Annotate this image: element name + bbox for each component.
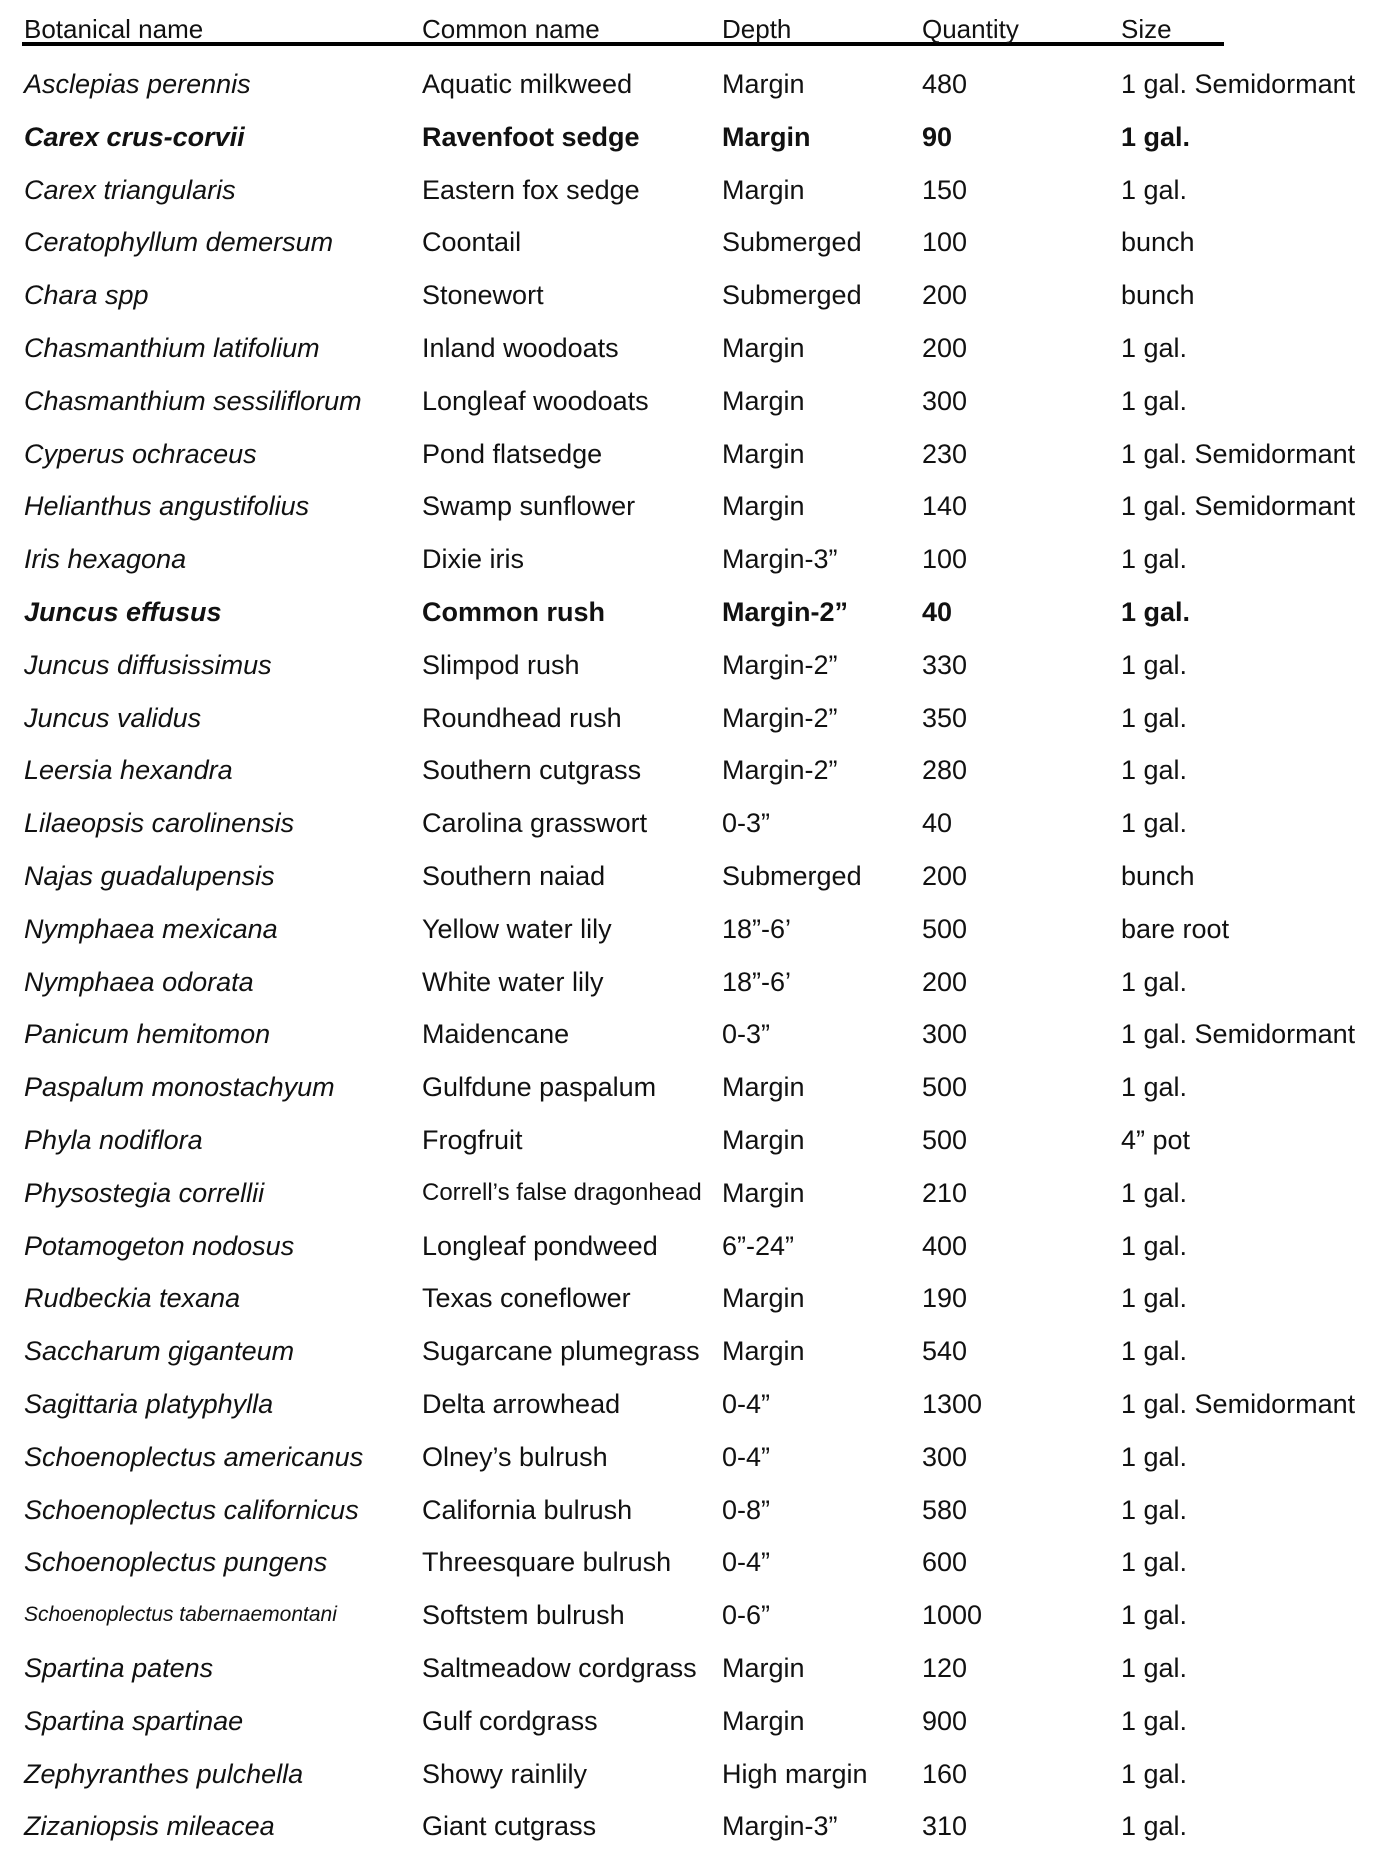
depth: Margin	[722, 1072, 805, 1103]
botanical-name: Sagittaria platyphylla	[24, 1388, 274, 1419]
quantity: 280	[922, 755, 968, 786]
common-name: Ravenfoot sedge	[422, 121, 640, 152]
size: 1 gal.	[1121, 1758, 1188, 1789]
header-depth: Depth	[722, 14, 792, 44]
quantity: 190	[922, 1283, 968, 1314]
botanical-name: Zephyranthes pulchella	[24, 1758, 304, 1789]
common-name: Showy rainlily	[422, 1758, 588, 1789]
quantity: 150	[922, 174, 968, 205]
table-row	[0, 219, 1396, 272]
size: 1 gal. Semidormant	[1121, 1019, 1356, 1050]
size: 1 gal.	[1121, 1283, 1188, 1314]
table-row	[0, 1698, 1396, 1751]
depth: Submerged	[722, 280, 862, 311]
size: 1 gal.	[1121, 121, 1191, 152]
quantity: 480	[922, 69, 968, 99]
common-name: Eastern fox sedge	[422, 174, 640, 205]
table-row	[0, 695, 1396, 748]
common-name: Slimpod rush	[422, 649, 580, 680]
size: bare root	[1121, 913, 1230, 944]
botanical-name: Nymphaea odorata	[24, 966, 254, 997]
depth: Margin-2”	[722, 596, 849, 627]
depth: 0-8”	[722, 1494, 771, 1525]
common-name: Delta arrowhead	[422, 1388, 621, 1419]
common-name: Longleaf woodoats	[422, 385, 649, 416]
quantity: 90	[922, 121, 953, 152]
table-row	[0, 1011, 1396, 1064]
quantity: 600	[922, 1547, 968, 1578]
quantity: 330	[922, 649, 968, 680]
botanical-name: Phyla nodiflora	[24, 1124, 203, 1155]
common-name: Saltmeadow cordgrass	[422, 1652, 697, 1683]
size: 1 gal.	[1121, 174, 1188, 205]
common-name: Olney’s bulrush	[422, 1441, 608, 1472]
quantity: 400	[922, 1230, 968, 1261]
botanical-name: Spartina spartinae	[24, 1705, 244, 1736]
common-name: Longleaf pondweed	[422, 1230, 658, 1261]
size: bunch	[1121, 280, 1195, 311]
size: 1 gal.	[1121, 1811, 1188, 1842]
size: 1 gal.	[1121, 649, 1188, 680]
quantity: 300	[922, 385, 968, 416]
depth: 0-6”	[722, 1600, 771, 1631]
depth: Margin	[722, 1124, 805, 1155]
depth: 0-4”	[722, 1388, 771, 1419]
quantity: 140	[922, 491, 968, 522]
botanical-name: Zizaniopsis mileacea	[24, 1811, 275, 1842]
table-row	[0, 800, 1396, 853]
common-name: Coontail	[422, 227, 522, 258]
common-name: Texas coneflower	[422, 1283, 631, 1314]
depth: Margin-2”	[722, 755, 838, 786]
common-name: Softstem bulrush	[422, 1600, 625, 1631]
header-quantity: Quantity	[922, 14, 1019, 44]
header-botanical-name: Botanical name	[24, 14, 204, 44]
common-name: Southern naiad	[422, 860, 606, 891]
size: 1 gal.	[1121, 1072, 1188, 1103]
common-name: Gulf cordgrass	[422, 1705, 598, 1736]
quantity: 100	[922, 544, 968, 575]
quantity: 100	[922, 227, 968, 258]
common-name: Sugarcane plumegrass	[422, 1336, 700, 1367]
table-row	[0, 1434, 1396, 1487]
depth: Margin-3”	[722, 1811, 838, 1842]
botanical-name: Cyperus ochraceus	[24, 438, 257, 469]
table-row	[0, 1223, 1396, 1276]
quantity: 540	[922, 1336, 968, 1367]
botanical-name: Schoenoplectus americanus	[24, 1441, 364, 1472]
size: 1 gal.	[1121, 332, 1188, 363]
quantity: 300	[922, 1441, 968, 1472]
depth: 0-4”	[722, 1441, 771, 1472]
header-size: Size	[1121, 14, 1172, 44]
depth: Margin	[722, 1283, 805, 1314]
table-row	[0, 272, 1396, 325]
common-name: Correll’s false dragonhead	[422, 1178, 702, 1206]
common-name: Common rush	[422, 596, 606, 627]
depth: Margin	[722, 121, 811, 152]
table-row	[0, 906, 1396, 959]
table-row	[0, 378, 1396, 431]
common-name: Southern cutgrass	[422, 755, 642, 786]
size: 1 gal.	[1121, 1177, 1188, 1208]
table-row	[0, 1117, 1396, 1170]
size: 1 gal.	[1121, 385, 1188, 416]
depth: Margin-3”	[722, 544, 838, 575]
botanical-name: Spartina patens	[24, 1652, 214, 1683]
common-name: Roundhead rush	[422, 702, 622, 733]
table-row	[0, 589, 1396, 642]
common-name: Dixie iris	[422, 544, 525, 575]
quantity: 210	[922, 1177, 968, 1208]
table-row	[0, 1381, 1396, 1434]
quantity: 1000	[922, 1600, 983, 1631]
quantity: 350	[922, 702, 968, 733]
size: 1 gal.	[1121, 808, 1188, 839]
table-row	[0, 114, 1396, 167]
botanical-name: Physostegia correllii	[24, 1177, 265, 1208]
depth: Margin	[722, 1652, 805, 1683]
quantity: 200	[922, 332, 968, 363]
depth: Submerged	[722, 860, 862, 891]
depth: Margin	[722, 174, 805, 205]
botanical-name: Paspalum monostachyum	[24, 1072, 335, 1103]
quantity: 40	[922, 596, 953, 627]
size: 1 gal.	[1121, 596, 1191, 627]
table-row	[0, 1803, 1396, 1856]
table-row	[0, 1751, 1396, 1804]
botanical-name: Najas guadalupensis	[24, 860, 275, 891]
table-row	[0, 642, 1396, 695]
botanical-name: Nymphaea mexicana	[24, 913, 278, 944]
common-name: Swamp sunflower	[422, 491, 636, 522]
botanical-name: Helianthus angustifolius	[24, 491, 310, 522]
botanical-name: Saccharum giganteum	[24, 1336, 295, 1367]
botanical-name: Carex triangularis	[24, 174, 236, 205]
botanical-name: Iris hexagona	[24, 544, 187, 575]
table-row	[0, 483, 1396, 536]
depth: 0-4”	[722, 1547, 771, 1578]
table-body	[0, 61, 1396, 1856]
quantity: 200	[922, 966, 968, 997]
size: 1 gal.	[1121, 1441, 1188, 1472]
table-row	[0, 959, 1396, 1012]
table-row	[0, 325, 1396, 378]
common-name: Carolina grasswort	[422, 808, 648, 839]
botanical-name: Juncus validus	[24, 702, 202, 733]
common-name: Stonewort	[422, 280, 544, 311]
quantity: 310	[922, 1811, 968, 1842]
depth: Margin	[722, 385, 805, 416]
common-name: Threesquare bulrush	[422, 1547, 672, 1578]
table-row	[0, 61, 1396, 114]
depth: 0-3”	[722, 1019, 771, 1050]
size: 1 gal.	[1121, 966, 1188, 997]
depth: 6”-24”	[722, 1230, 795, 1261]
common-name: Maidencane	[422, 1019, 570, 1050]
botanical-name: Carex crus-corvii	[24, 121, 245, 152]
common-name: Yellow water lily	[422, 913, 612, 944]
botanical-name: Chara spp	[24, 280, 149, 311]
depth: Margin	[722, 438, 805, 469]
depth: Margin	[722, 491, 805, 522]
table-row	[0, 1275, 1396, 1328]
botanical-name: Ceratophyllum demersum	[24, 227, 334, 258]
botanical-name: Schoenoplectus tabernaemontani	[24, 1603, 337, 1627]
table-header	[22, 10, 1224, 46]
header-common-name: Common name	[422, 14, 600, 44]
size: 1 gal.	[1121, 1652, 1188, 1683]
size: 1 gal.	[1121, 702, 1188, 733]
table-row	[0, 536, 1396, 589]
common-name: California bulrush	[422, 1494, 633, 1525]
quantity: 200	[922, 280, 968, 311]
size: 1 gal.	[1121, 1494, 1188, 1525]
quantity: 40	[922, 808, 953, 839]
table-row	[0, 167, 1396, 220]
table-row	[0, 1328, 1396, 1381]
table-row	[0, 1592, 1396, 1645]
botanical-name: Asclepias perennis	[24, 69, 251, 99]
depth: Submerged	[722, 227, 862, 258]
size: 1 gal.	[1121, 1547, 1188, 1578]
botanical-name: Schoenoplectus pungens	[24, 1547, 328, 1578]
table-row	[0, 431, 1396, 484]
table-row	[0, 1539, 1396, 1592]
common-name: Gulfdune paspalum	[422, 1072, 657, 1103]
depth: Margin	[722, 332, 805, 363]
common-name: Giant cutgrass	[422, 1811, 597, 1842]
size: bunch	[1121, 860, 1195, 891]
quantity: 500	[922, 1124, 968, 1155]
size: 1 gal.	[1121, 1705, 1188, 1736]
depth: 18”-6’	[722, 966, 792, 997]
botanical-name: Chasmanthium sessiliflorum	[24, 385, 362, 416]
size: 1 gal. Semidormant	[1121, 1388, 1356, 1419]
size: 1 gal. Semidormant	[1121, 69, 1356, 99]
size: 1 gal. Semidormant	[1121, 491, 1356, 522]
depth: 0-3”	[722, 808, 771, 839]
depth: Margin	[722, 1705, 805, 1736]
botanical-name: Chasmanthium latifolium	[24, 332, 320, 363]
size: 4” pot	[1121, 1124, 1191, 1155]
common-name: Aquatic milkweed	[422, 69, 633, 99]
botanical-name: Panicum hemitomon	[24, 1019, 271, 1050]
table-row	[0, 853, 1396, 906]
quantity: 900	[922, 1705, 968, 1736]
quantity: 120	[922, 1652, 968, 1683]
table-row	[0, 1064, 1396, 1117]
size: 1 gal.	[1121, 544, 1188, 575]
size: 1 gal. Semidormant	[1121, 438, 1356, 469]
depth: 18”-6’	[722, 913, 792, 944]
botanical-name: Juncus diffusissimus	[24, 649, 272, 680]
quantity: 1300	[922, 1388, 983, 1419]
quantity: 230	[922, 438, 968, 469]
botanical-name: Leersia hexandra	[24, 755, 233, 786]
common-name: Pond flatsedge	[422, 438, 603, 469]
table-row	[0, 1645, 1396, 1698]
table-row	[0, 747, 1396, 800]
size: bunch	[1121, 227, 1195, 258]
quantity: 500	[922, 913, 968, 944]
size: 1 gal.	[1121, 1230, 1188, 1261]
common-name: Frogfruit	[422, 1124, 523, 1155]
botanical-name: Lilaeopsis carolinensis	[24, 808, 295, 839]
depth: Margin	[722, 1336, 805, 1367]
size: 1 gal.	[1121, 1600, 1188, 1631]
depth: Margin-2”	[722, 649, 838, 680]
table-row	[0, 1170, 1396, 1223]
botanical-name: Potamogeton nodosus	[24, 1230, 295, 1261]
size: 1 gal.	[1121, 1336, 1188, 1367]
depth: High margin	[722, 1758, 868, 1789]
botanical-name: Juncus effusus	[24, 596, 222, 627]
depth: Margin	[722, 1177, 805, 1208]
depth: Margin	[722, 69, 805, 99]
size: 1 gal.	[1121, 755, 1188, 786]
common-name: White water lily	[422, 966, 604, 997]
botanical-name: Schoenoplectus californicus	[24, 1494, 359, 1525]
quantity: 500	[922, 1072, 968, 1103]
table-row	[0, 1487, 1396, 1540]
quantity: 160	[922, 1758, 968, 1789]
common-name: Inland woodoats	[422, 332, 619, 363]
depth: Margin-2”	[722, 702, 838, 733]
botanical-name: Rudbeckia texana	[24, 1283, 241, 1314]
quantity: 580	[922, 1494, 968, 1525]
quantity: 200	[922, 860, 968, 891]
quantity: 300	[922, 1019, 968, 1050]
